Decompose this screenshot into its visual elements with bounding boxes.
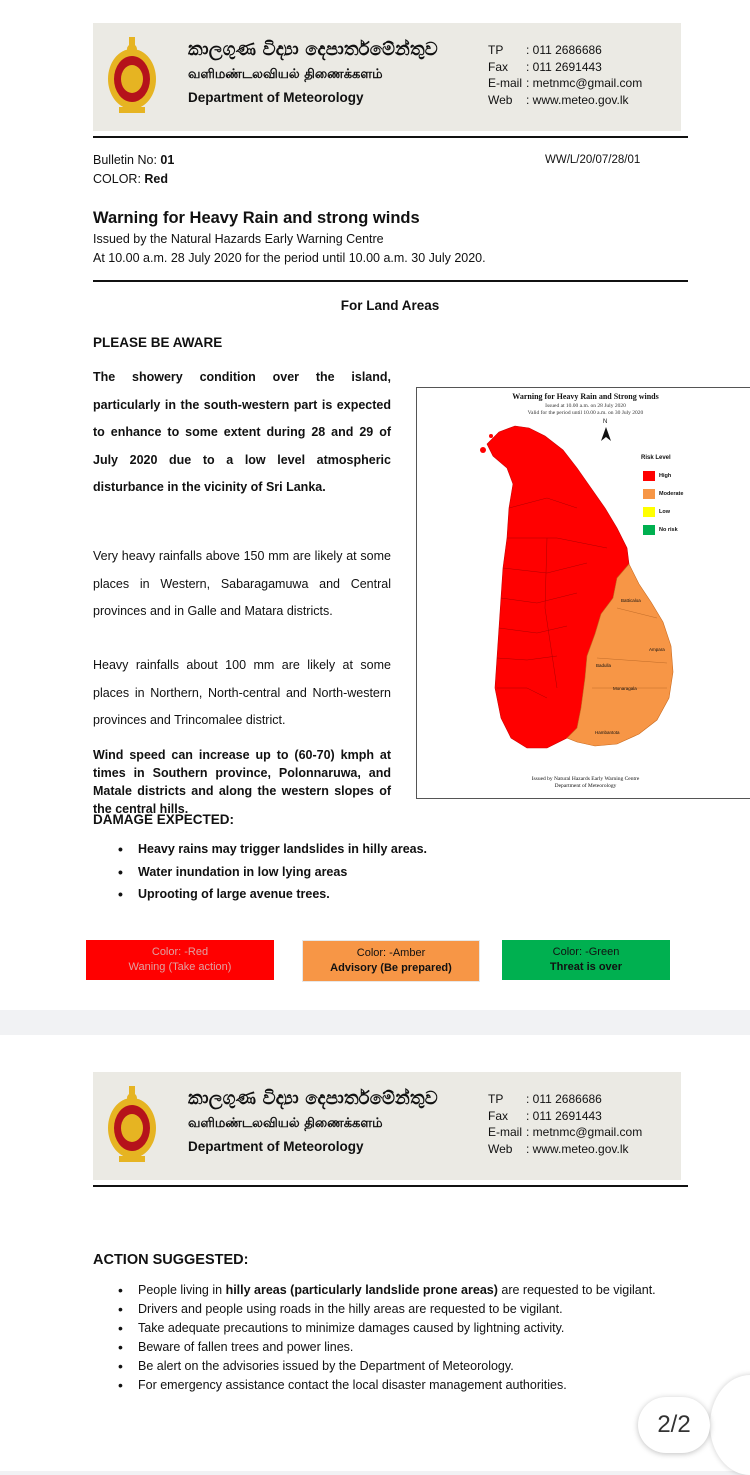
bulletin-number [93,153,174,167]
tp-value: : 011 2686686 [526,1092,602,1106]
bulletin-reference: WW/L/20/07/28/01 [545,154,641,166]
sri-lanka-emblem-icon [107,37,157,115]
map-label-ampara: Ampara [649,647,665,652]
web-value[interactable]: : www.meteo.gov.lk [526,92,629,107]
web-label: Web [488,1141,513,1156]
action-list [118,1281,686,1395]
damage-list [118,838,427,906]
tp-label: TP [488,1092,504,1106]
web-value[interactable]: : www.meteo.gov.lk [526,1141,629,1156]
letterhead [93,1072,681,1180]
legend-box-color: Color: -Amber [356,947,426,959]
aware-heading: PLEASE BE AWARE [93,335,223,350]
issued-by: Issued by the Natural Hazards Early Warning Centre [93,232,384,246]
letterhead [93,23,681,131]
bulletin-color-label: COLOR: [93,172,145,186]
email-value[interactable]: : metnmc@gmail.com [526,76,643,90]
header-divider [93,136,688,138]
action-heading: ACTION SUGGESTED: [93,1252,249,1268]
paragraph-heavy-rain: Heavy rainfalls about 100 mm are likely at some places in Northern, North-central and North-western provinces and Trincomalee district. [93,658,391,727]
list-item: • Beware of fallen trees and power lines. [118,1338,686,1357]
legend-box-color: Color: -Red [151,946,209,958]
org-name-sinhala: කාලගුණ විද්‍යා දෙපාර්තමේන්තුව [188,39,438,60]
action-item-1-emphasis: hilly areas (particularly landslide prone areas) [225,1283,498,1297]
list-item: • Be alert on the advisories issued by the Department of Meteorology. [118,1357,686,1376]
list-item: • Take adequate precautions to minimize damages caused by lightning activity. [118,1319,686,1338]
paragraph-wind: Wind speed can increase up to (60-70) kmph at times in Southern province, Polonnaruwa, and Matale districts and along the western slopes of the central hills. [93,748,391,816]
legend-label: No risk [659,527,678,533]
page-indicator: 2/2 [638,1397,710,1453]
paragraph-very-heavy-rain: Very heavy rainfalls above 150 mm are likely at some places in Western, Sabaragamuwa and Central provinces and in Galle and Matara districts. [93,549,391,618]
tp-value: : 011 2686686 [526,43,602,57]
validity-period: At 10.00 a.m. 28 July 2020 for the period until 10.00 a.m. 30 July 2020. [93,251,486,265]
north-label: N [603,419,608,425]
bulletin-number-value: 01 [160,153,175,167]
list-item: • For emergency assistance contact the local disaster management authorities. [118,1376,686,1395]
section-heading: For Land Areas [340,298,440,313]
bulletin-number-label: Bulletin No: [93,153,161,167]
contact-block [488,1091,642,1157]
list-item: • Heavy rains may trigger landslides in hilly areas. [118,838,427,861]
map-footer-department: Department of Meteorology [554,783,617,789]
legend-swatch [643,471,655,481]
legend-box-meaning: Advisory (Be prepared) [330,962,452,974]
sri-lanka-map [417,388,750,798]
legend-title: Risk Level [641,455,671,461]
damage-heading: DAMAGE EXPECTED: [93,812,235,827]
legend-swatch [643,507,655,517]
legend-box-meaning: Waning (Take action) [128,961,232,973]
warning-title: Warning for Heavy Rain and strong winds [93,209,420,227]
email-value[interactable]: : metnmc@gmail.com [526,1125,643,1139]
legend-box-color: Color: -Green [552,946,620,958]
legend-box-green [502,940,670,980]
title-divider [93,280,688,282]
fax-value: : 011 2691443 [526,1108,602,1123]
map-label-monaragala: Monaragala [613,686,637,691]
legend-box-red [86,940,274,980]
org-name-english: Department of Meteorology [188,90,364,105]
legend-label: Moderate [659,491,684,497]
legend-swatch [643,525,655,535]
map-label-badulla: Badulla [596,663,612,668]
map-subtitle-issued: Issued at 10.00 a.m. on 28 July 2020 [545,403,626,409]
list-item: • Drivers and people using roads in the hilly areas are requested to be vigilant. [118,1300,686,1319]
sri-lanka-emblem-icon [107,1086,157,1164]
org-name-tamil: வளிமண்டலவியல் திணைக்களம் [188,1116,383,1131]
fax-value: : 011 2691443 [526,59,602,74]
org-name-english: Department of Meteorology [188,1139,364,1154]
legend-swatch [643,489,655,499]
warning-map [416,387,750,799]
action-item-1-prefix: People living in [138,1283,226,1297]
map-title: Warning for Heavy Rain and Strong winds [512,392,659,401]
org-name-tamil: வளிமண்டலவியல் திணைக்களம் [188,67,383,82]
map-label-hambantota: Hambantota [595,730,620,735]
contact-block [488,42,642,108]
legend-box-meaning: Threat is over [549,961,623,973]
header-divider [93,1185,688,1187]
bulletin-color [93,172,168,186]
legend-label: High [659,473,672,479]
paragraph-outlook: The showery condition over the island, particularly in the south-western part is expected to enhance to some extent during 28 and 29 of July 2020 due to a low level atmospheric disturbance in the vicinity of Sri Lanka. [93,370,391,494]
list-item [118,1281,686,1300]
list-item: • Water inundation in low lying areas [118,861,427,884]
web-label: Web [488,92,513,107]
list-item: • Uprooting of large avenue trees. [118,883,427,906]
fax-label: Fax [488,59,509,74]
map-label-batticaloa: Batticaloa [621,598,641,603]
map-footer-issuer: Issued by Natural Hazards Early Warning Centre [531,776,640,782]
email-label: E-mail [488,1125,523,1139]
action-item-1-suffix: are requested to be vigilant. [497,1283,656,1297]
legend-box-amber [302,940,480,982]
org-name-sinhala: කාලගුණ විද්‍යා දෙපාර්තමේන්තුව [188,1088,438,1109]
map-subtitle-valid: Valid for the period until 10.00 a.m. on 30 July 2020 [527,410,644,416]
bulletin-color-value: Red [144,172,169,186]
email-label: E-mail [488,76,523,90]
fax-label: Fax [488,1108,509,1123]
document-page-2 [0,1035,750,1471]
legend-label: Low [659,509,670,515]
tp-label: TP [488,43,504,57]
